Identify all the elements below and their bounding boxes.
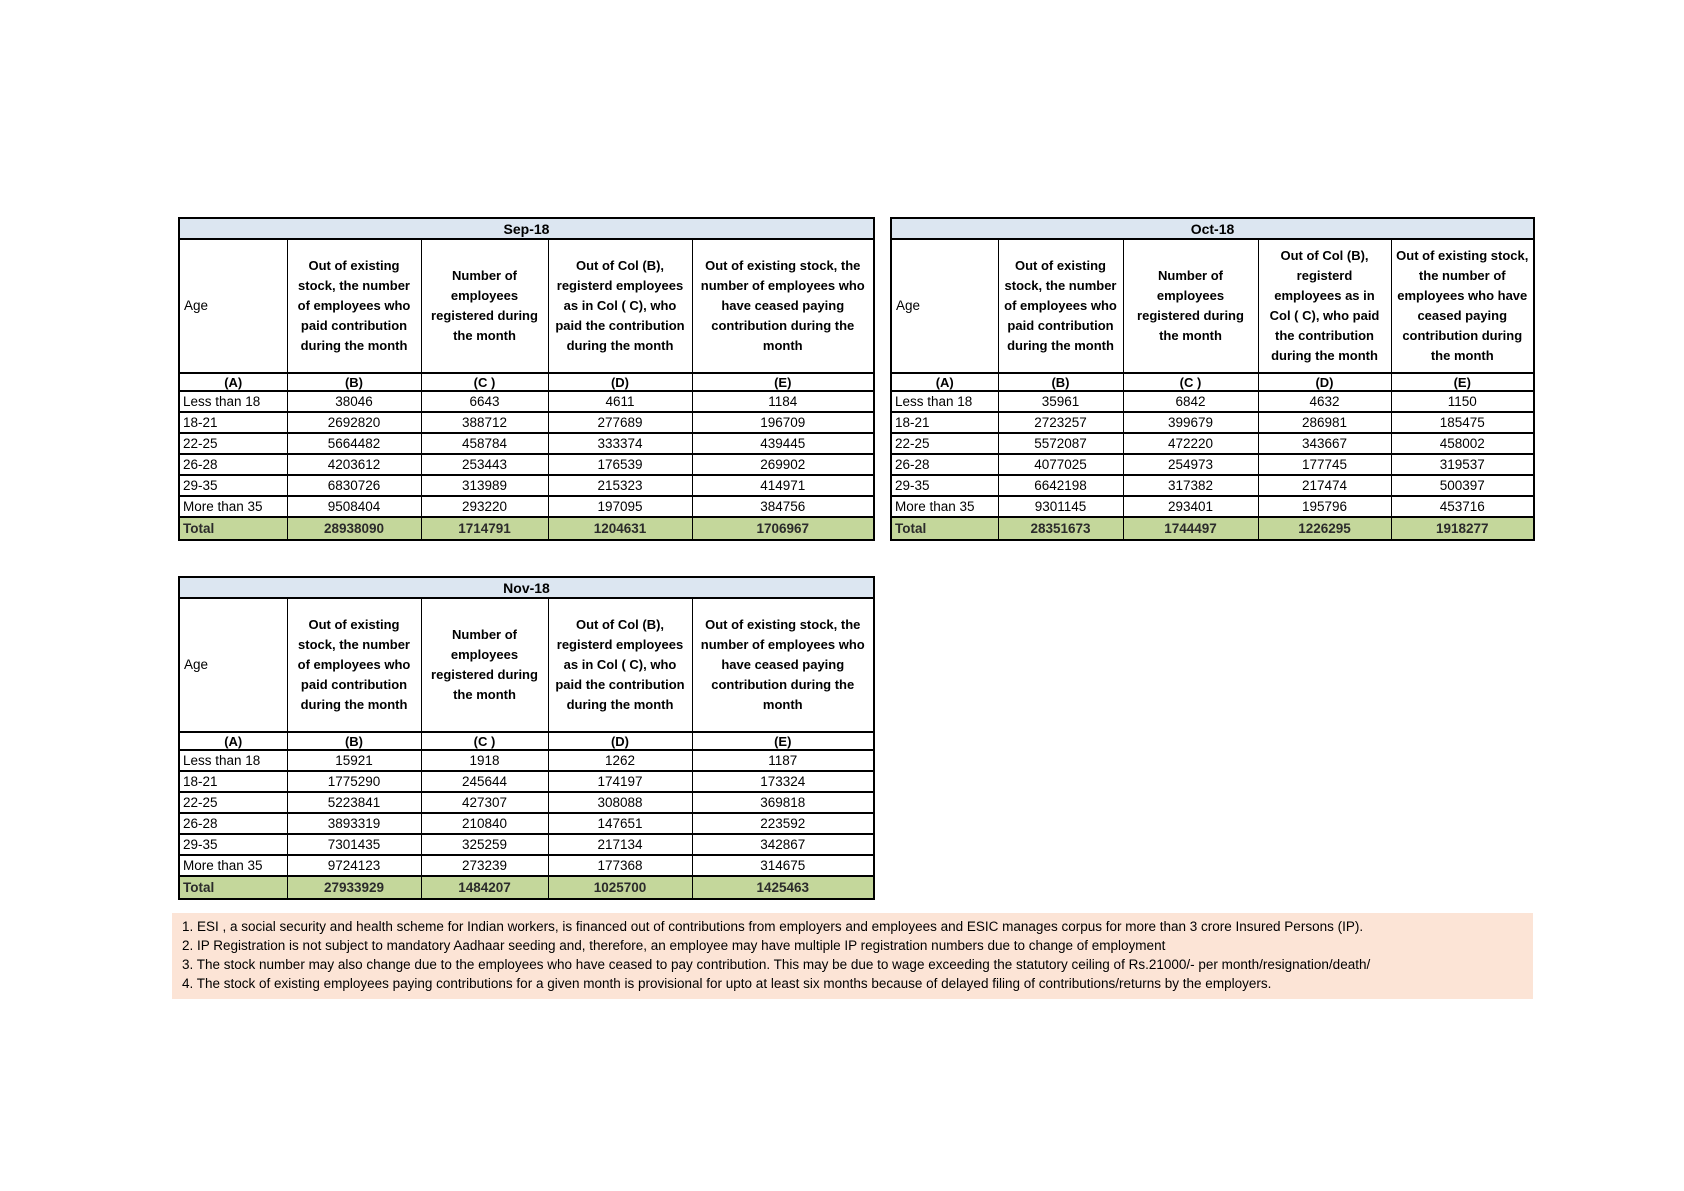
table-row — [179, 433, 874, 454]
value-cell: 286981 — [1258, 412, 1391, 433]
age-label-cell: 26-28 — [179, 454, 287, 475]
column-header-d: Out of Col (B), registerd employees as in Col ( C), who paid the contribution during the month — [548, 239, 692, 373]
value-cell: 176539 — [548, 454, 692, 475]
total-value-cell: 1425463 — [692, 876, 874, 899]
column-header-b: Out of existing stock, the number of employees who paid contribution during the month — [287, 239, 421, 373]
age-label-cell: 18-21 — [179, 412, 287, 433]
value-cell: 174197 — [548, 771, 692, 792]
column-header-e: Out of existing stock, the number of employees who have ceased paying contribution during the month — [1391, 239, 1534, 373]
total-value-cell: 1706967 — [692, 517, 874, 540]
value-cell: 308088 — [548, 792, 692, 813]
total-value-cell: 1025700 — [548, 876, 692, 899]
total-label-cell: Total — [179, 517, 287, 540]
value-cell: 5223841 — [287, 792, 421, 813]
column-letter-a: (A) — [179, 373, 287, 391]
table-row — [891, 454, 1534, 475]
value-cell: 269902 — [692, 454, 874, 475]
value-cell: 427307 — [421, 792, 548, 813]
value-cell: 500397 — [1391, 475, 1534, 496]
total-value-cell: 28938090 — [287, 517, 421, 540]
column-header-e: Out of existing stock, the number of employees who have ceased paying contribution during the month — [692, 598, 874, 732]
value-cell: 245644 — [421, 771, 548, 792]
value-cell: 472220 — [1123, 433, 1258, 454]
total-value-cell: 1918277 — [1391, 517, 1534, 540]
value-cell: 6842 — [1123, 391, 1258, 412]
value-cell: 147651 — [548, 813, 692, 834]
value-cell: 399679 — [1123, 412, 1258, 433]
column-header-e: Out of existing stock, the number of employees who have ceased paying contribution during the month — [692, 239, 874, 373]
value-cell: 9508404 — [287, 496, 421, 517]
value-cell: 369818 — [692, 792, 874, 813]
value-cell: 4077025 — [998, 454, 1123, 475]
age-label-cell: More than 35 — [179, 496, 287, 517]
column-header-age: Age — [891, 239, 998, 373]
age-label-cell: 18-21 — [891, 412, 998, 433]
column-header-c: Number of employees registered during the month — [421, 239, 548, 373]
table-oct-18 — [890, 217, 1535, 541]
value-cell: 9724123 — [287, 855, 421, 876]
value-cell: 314675 — [692, 855, 874, 876]
table-row — [179, 834, 874, 855]
value-cell: 293220 — [421, 496, 548, 517]
value-cell: 1775290 — [287, 771, 421, 792]
value-cell: 277689 — [548, 412, 692, 433]
table-row — [179, 792, 874, 813]
value-cell: 3893319 — [287, 813, 421, 834]
total-value-cell: 28351673 — [998, 517, 1123, 540]
footnote-3: 3. The stock number may also change due to the employees who have ceased to pay contribution. This may be due to wage exceeding the statutory ceiling of Rs.21000/- per month/resignation/death/ — [182, 957, 1371, 972]
total-value-cell: 1484207 — [421, 876, 548, 899]
footnote-4: 4. The stock of existing employees paying contributions for a given month is provisional for upto at least six months because of delayed filing of contributions/returns by the employers. — [182, 976, 1272, 991]
total-value-cell: 1226295 — [1258, 517, 1391, 540]
footnotes-block — [172, 913, 1533, 999]
age-label-cell: Less than 18 — [891, 391, 998, 412]
column-letter-b: (B) — [287, 732, 421, 750]
table-sep-18 — [178, 217, 875, 541]
table-row — [179, 475, 874, 496]
value-cell: 317382 — [1123, 475, 1258, 496]
table-row — [179, 771, 874, 792]
value-cell: 388712 — [421, 412, 548, 433]
column-letter-d: (D) — [548, 373, 692, 391]
value-cell: 9301145 — [998, 496, 1123, 517]
value-cell: 5664482 — [287, 433, 421, 454]
column-letter-c: (C ) — [421, 373, 548, 391]
value-cell: 5572087 — [998, 433, 1123, 454]
value-cell: 253443 — [421, 454, 548, 475]
table-row — [179, 496, 874, 517]
value-cell: 196709 — [692, 412, 874, 433]
column-letter-d: (D) — [548, 732, 692, 750]
value-cell: 197095 — [548, 496, 692, 517]
value-cell: 15921 — [287, 750, 421, 771]
total-label-cell: Total — [179, 876, 287, 899]
total-label-cell: Total — [891, 517, 998, 540]
table-nov-18 — [178, 576, 875, 900]
month-title: Sep-18 — [179, 218, 874, 239]
column-header-c: Number of employees registered during the month — [1123, 239, 1258, 373]
table-row — [891, 391, 1534, 412]
value-cell: 217134 — [548, 834, 692, 855]
header-row — [891, 239, 1534, 373]
value-cell: 2723257 — [998, 412, 1123, 433]
table-row — [179, 412, 874, 433]
column-header-d: Out of Col (B), registerd employees as in Col ( C), who paid the contribution during the month — [548, 598, 692, 732]
age-label-cell: Less than 18 — [179, 750, 287, 771]
total-row — [891, 517, 1534, 540]
value-cell: 333374 — [548, 433, 692, 454]
value-cell: 195796 — [1258, 496, 1391, 517]
value-cell: 4611 — [548, 391, 692, 412]
value-cell: 4632 — [1258, 391, 1391, 412]
value-cell: 6830726 — [287, 475, 421, 496]
column-letter-d: (D) — [1258, 373, 1391, 391]
month-title: Oct-18 — [891, 218, 1534, 239]
value-cell: 2692820 — [287, 412, 421, 433]
column-letter-e: (E) — [692, 732, 874, 750]
column-header-c: Number of employees registered during the month — [421, 598, 548, 732]
age-label-cell: 18-21 — [179, 771, 287, 792]
column-letter-a: (A) — [179, 732, 287, 750]
table-row — [891, 412, 1534, 433]
column-header-b: Out of existing stock, the number of employees who paid contribution during the month — [287, 598, 421, 732]
value-cell: 35961 — [998, 391, 1123, 412]
month-title: Nov-18 — [179, 577, 874, 598]
value-cell: 342867 — [692, 834, 874, 855]
value-cell: 6642198 — [998, 475, 1123, 496]
age-label-cell: Less than 18 — [179, 391, 287, 412]
value-cell: 439445 — [692, 433, 874, 454]
month-band — [891, 218, 1534, 239]
column-header-d: Out of Col (B), registerd employees as in Col ( C), who paid the contribution during the month — [1258, 239, 1391, 373]
footnote-2: 2. IP Registration is not subject to mandatory Aadhaar seeding and, therefore, an employee may have multiple IP registration numbers due to change of employment — [182, 938, 1166, 953]
age-label-cell: 26-28 — [179, 813, 287, 834]
value-cell: 343667 — [1258, 433, 1391, 454]
month-band — [179, 577, 874, 598]
value-cell: 1918 — [421, 750, 548, 771]
column-letter-e: (E) — [1391, 373, 1534, 391]
age-label-cell: 29-35 — [179, 475, 287, 496]
value-cell: 293401 — [1123, 496, 1258, 517]
total-value-cell: 1714791 — [421, 517, 548, 540]
column-letters-row — [891, 373, 1534, 391]
column-letter-b: (B) — [287, 373, 421, 391]
table-row — [179, 391, 874, 412]
column-letters-row — [179, 373, 874, 391]
value-cell: 319537 — [1391, 454, 1534, 475]
age-label-cell: More than 35 — [891, 496, 998, 517]
table-row — [179, 813, 874, 834]
table-row — [891, 475, 1534, 496]
age-label-cell: 22-25 — [179, 433, 287, 454]
column-header-age: Age — [179, 239, 287, 373]
value-cell: 210840 — [421, 813, 548, 834]
table-body — [179, 391, 874, 540]
total-value-cell: 27933929 — [287, 876, 421, 899]
age-label-cell: More than 35 — [179, 855, 287, 876]
age-label-cell: 29-35 — [891, 475, 998, 496]
value-cell: 313989 — [421, 475, 548, 496]
value-cell: 6643 — [421, 391, 548, 412]
total-row — [179, 876, 874, 899]
column-letter-b: (B) — [998, 373, 1123, 391]
value-cell: 1184 — [692, 391, 874, 412]
value-cell: 217474 — [1258, 475, 1391, 496]
total-value-cell: 1744497 — [1123, 517, 1258, 540]
table-row — [891, 496, 1534, 517]
age-label-cell: 22-25 — [179, 792, 287, 813]
value-cell: 173324 — [692, 771, 874, 792]
age-label-cell: 26-28 — [891, 454, 998, 475]
table-row — [891, 433, 1534, 454]
value-cell: 7301435 — [287, 834, 421, 855]
value-cell: 384756 — [692, 496, 874, 517]
column-letters-row — [179, 732, 874, 750]
value-cell: 458002 — [1391, 433, 1534, 454]
table-row — [179, 855, 874, 876]
value-cell: 215323 — [548, 475, 692, 496]
value-cell: 414971 — [692, 475, 874, 496]
value-cell: 1262 — [548, 750, 692, 771]
age-label-cell: 22-25 — [891, 433, 998, 454]
table-body — [891, 391, 1534, 540]
table-body — [179, 750, 874, 899]
header-row — [179, 598, 874, 732]
footnote-1: 1. ESI , a social security and health scheme for Indian workers, is financed out of contributions from employers and employees and ESIC manages corpus for more than 3 crore Insured Persons (IP). — [182, 919, 1364, 934]
value-cell: 458784 — [421, 433, 548, 454]
total-value-cell: 1204631 — [548, 517, 692, 540]
column-letter-c: (C ) — [1123, 373, 1258, 391]
table-row — [179, 750, 874, 771]
column-header-age: Age — [179, 598, 287, 732]
total-row — [179, 517, 874, 540]
column-letter-c: (C ) — [421, 732, 548, 750]
table-row — [179, 454, 874, 475]
column-letter-e: (E) — [692, 373, 874, 391]
value-cell: 1187 — [692, 750, 874, 771]
value-cell: 1150 — [1391, 391, 1534, 412]
value-cell: 453716 — [1391, 496, 1534, 517]
month-band — [179, 218, 874, 239]
value-cell: 254973 — [1123, 454, 1258, 475]
value-cell: 185475 — [1391, 412, 1534, 433]
value-cell: 4203612 — [287, 454, 421, 475]
column-letter-a: (A) — [891, 373, 998, 391]
value-cell: 223592 — [692, 813, 874, 834]
column-header-b: Out of existing stock, the number of employees who paid contribution during the month — [998, 239, 1123, 373]
value-cell: 177745 — [1258, 454, 1391, 475]
value-cell: 38046 — [287, 391, 421, 412]
age-label-cell: 29-35 — [179, 834, 287, 855]
value-cell: 325259 — [421, 834, 548, 855]
header-row — [179, 239, 874, 373]
value-cell: 177368 — [548, 855, 692, 876]
value-cell: 273239 — [421, 855, 548, 876]
